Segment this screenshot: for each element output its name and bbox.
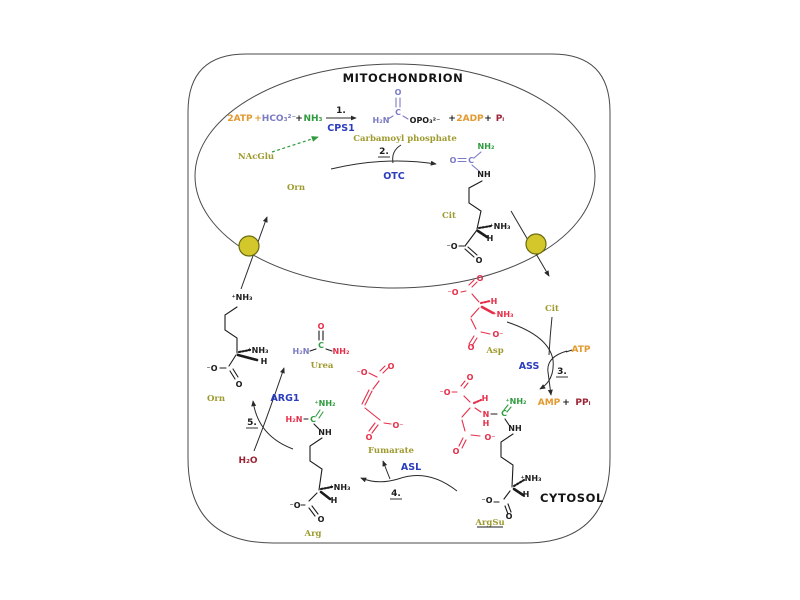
metabolite-label-asp: Asp — [486, 346, 504, 356]
atom-o: O — [394, 88, 402, 97]
plus-sign: + — [562, 398, 570, 408]
atom-o: O — [475, 256, 483, 265]
reaction-2-arrow — [331, 161, 436, 169]
molecule-urea — [293, 322, 350, 371]
reaction-2 — [287, 145, 436, 193]
metabolite-label-fumarate: Fumarate — [368, 446, 414, 456]
atom-nh: NH — [508, 424, 522, 433]
reaction-3-main-arrow — [507, 322, 553, 389]
transporter-left-circle — [239, 236, 259, 256]
metabolite-label-arg: Arg — [304, 529, 322, 539]
atom-o: O — [365, 433, 373, 442]
plus-sign: + — [448, 114, 456, 124]
molecule-argininosuccinate — [439, 373, 542, 528]
atom-nh3-plus: ⁺NH₃ — [520, 474, 542, 483]
transporter-left — [239, 217, 267, 289]
metabolite-label-argsu: ArgSu — [475, 518, 505, 528]
atom-opo3: OPO₃²⁻ — [409, 116, 441, 125]
molecule-arginine — [286, 399, 352, 539]
atom-o: O — [449, 156, 457, 165]
product-2adp: 2ADP — [456, 114, 484, 124]
nacglu-activation-arrow — [272, 137, 318, 152]
metabolite-label-nacglu: NAcGlu — [237, 152, 275, 162]
atom-nh3-plus: ⁺NH₃ — [489, 222, 511, 231]
enzyme-otc: OTC — [383, 171, 405, 182]
reaction-2-hook — [393, 145, 401, 163]
atom-h2n: H₂N — [285, 415, 303, 424]
atom-nh3-plus: ⁺NH₃ — [231, 293, 253, 302]
cit-feeder-line — [549, 317, 552, 355]
atom-h: H — [522, 490, 530, 499]
atom-c: C — [318, 341, 324, 350]
atom-o: O — [317, 515, 325, 524]
fumarate-branch-arrow — [383, 461, 390, 479]
atom-o-minus: ⁻O — [439, 388, 451, 397]
atom-o-minus: ⁻O — [447, 288, 459, 297]
atom-nh2-plus: ⁺NH₂ — [314, 399, 336, 408]
step-3: 3. — [557, 367, 567, 377]
reactant-hco3: HCO₃²⁻ — [261, 114, 297, 124]
step-5: 5. — [247, 418, 257, 428]
metabolite-label-cit-cyto: Cit — [545, 304, 559, 314]
metabolite-label-carbamoyl-phosphate: Carbamoyl phosphate — [353, 134, 457, 144]
molecule-ornithine-cyto — [206, 293, 269, 404]
h2o-to-urea-arrow — [254, 368, 284, 451]
atom-h: H — [481, 394, 489, 403]
reactant-h2o: H₂O — [238, 456, 258, 466]
enzyme-ass: ASS — [518, 361, 540, 372]
atom-o: O — [452, 447, 460, 456]
atom-o-minus: O⁻ — [392, 421, 404, 430]
reaction-4-arrow — [361, 475, 457, 491]
atom-nh: NH — [477, 170, 491, 179]
atom-nh3-plus: ⁺NH₃ — [329, 483, 351, 492]
molecule-fumarate — [356, 362, 414, 456]
nacglu-activation — [238, 137, 318, 162]
reactant-nh3: NH₃ — [303, 114, 323, 124]
product-pi: Pᵢ — [495, 114, 505, 124]
molecule-aspartate — [447, 274, 514, 356]
metabolite-label-urea: Urea — [310, 361, 334, 371]
reactant-2atp: 2ATP — [227, 114, 253, 124]
step-2: 2. — [379, 147, 389, 157]
product-amp: AMP — [537, 398, 561, 408]
plus-sign: + — [484, 114, 492, 124]
plus-sign: + — [295, 114, 303, 124]
enzyme-asl: ASL — [400, 462, 422, 473]
atom-nh2-plus: ⁺NH₂ — [505, 397, 527, 406]
reaction-1 — [227, 106, 504, 134]
atom-h: H — [482, 419, 490, 428]
arg-to-orn-arrow — [253, 401, 293, 449]
atom-h: H — [260, 357, 268, 366]
atom-o: O — [235, 380, 243, 389]
atom-o-minus: O⁻ — [484, 433, 496, 442]
cytosol-label: CYTOSOL — [540, 491, 604, 505]
atom-nh2: NH₂ — [332, 347, 350, 356]
atom-o-minus: ⁻O — [289, 501, 301, 510]
molecule-citrulline-mito — [442, 142, 511, 265]
atom-h2n: H₂N — [292, 347, 310, 356]
metabolite-label-cit-mito: Cit — [442, 211, 456, 221]
atom-o-minus: ⁻O — [446, 242, 458, 251]
enzyme-cps1: CPS1 — [327, 123, 355, 134]
atom-c: C — [468, 156, 474, 165]
step-4: 4. — [391, 489, 401, 499]
atom-c: C — [501, 409, 507, 418]
atom-o: O — [317, 322, 325, 331]
atom-nh3-plus: ⁺NH₃ — [492, 310, 514, 319]
product-ppi: PPᵢ — [575, 398, 591, 408]
molecule-carbamoyl-phosphate — [353, 88, 457, 144]
atom-nh3-plus: ⁺NH₃ — [247, 346, 269, 355]
atom-c: C — [395, 108, 401, 117]
atom-nh: NH — [318, 428, 332, 437]
atom-o-minus: ⁻O — [356, 368, 368, 377]
atom-o: O — [467, 343, 475, 352]
transporter-right — [511, 211, 549, 276]
atom-h: H — [486, 234, 494, 243]
atom-n: N — [482, 410, 490, 419]
atom-h: H — [490, 297, 498, 306]
metabolite-label-orn-cyto: Orn — [206, 394, 226, 404]
atom-o: O — [505, 512, 513, 521]
plus-sign: + — [254, 114, 262, 124]
enzyme-arg1: ARG1 — [270, 393, 300, 404]
atom-nh2: NH₂ — [477, 142, 495, 151]
reactant-atp: ATP — [571, 345, 591, 355]
atom-o-minus: O⁻ — [492, 330, 504, 339]
atom-c: C — [310, 415, 316, 424]
step-1: 1. — [336, 106, 346, 116]
atom-h2n: H₂N — [372, 116, 390, 125]
atom-h: H — [330, 496, 338, 505]
atom-o-minus: ⁻O — [206, 364, 218, 373]
atom-o-minus: ⁻O — [481, 496, 493, 505]
reaction-3 — [507, 304, 591, 408]
transporter-right-circle — [526, 234, 546, 254]
mitochondrion-label: MITOCHONDRION — [342, 71, 464, 85]
metabolite-label-orn-mito: Orn — [286, 183, 306, 193]
atom-o: O — [476, 274, 484, 283]
reaction-4 — [361, 461, 457, 499]
atom-o: O — [387, 362, 395, 371]
atom-o: O — [466, 373, 474, 382]
